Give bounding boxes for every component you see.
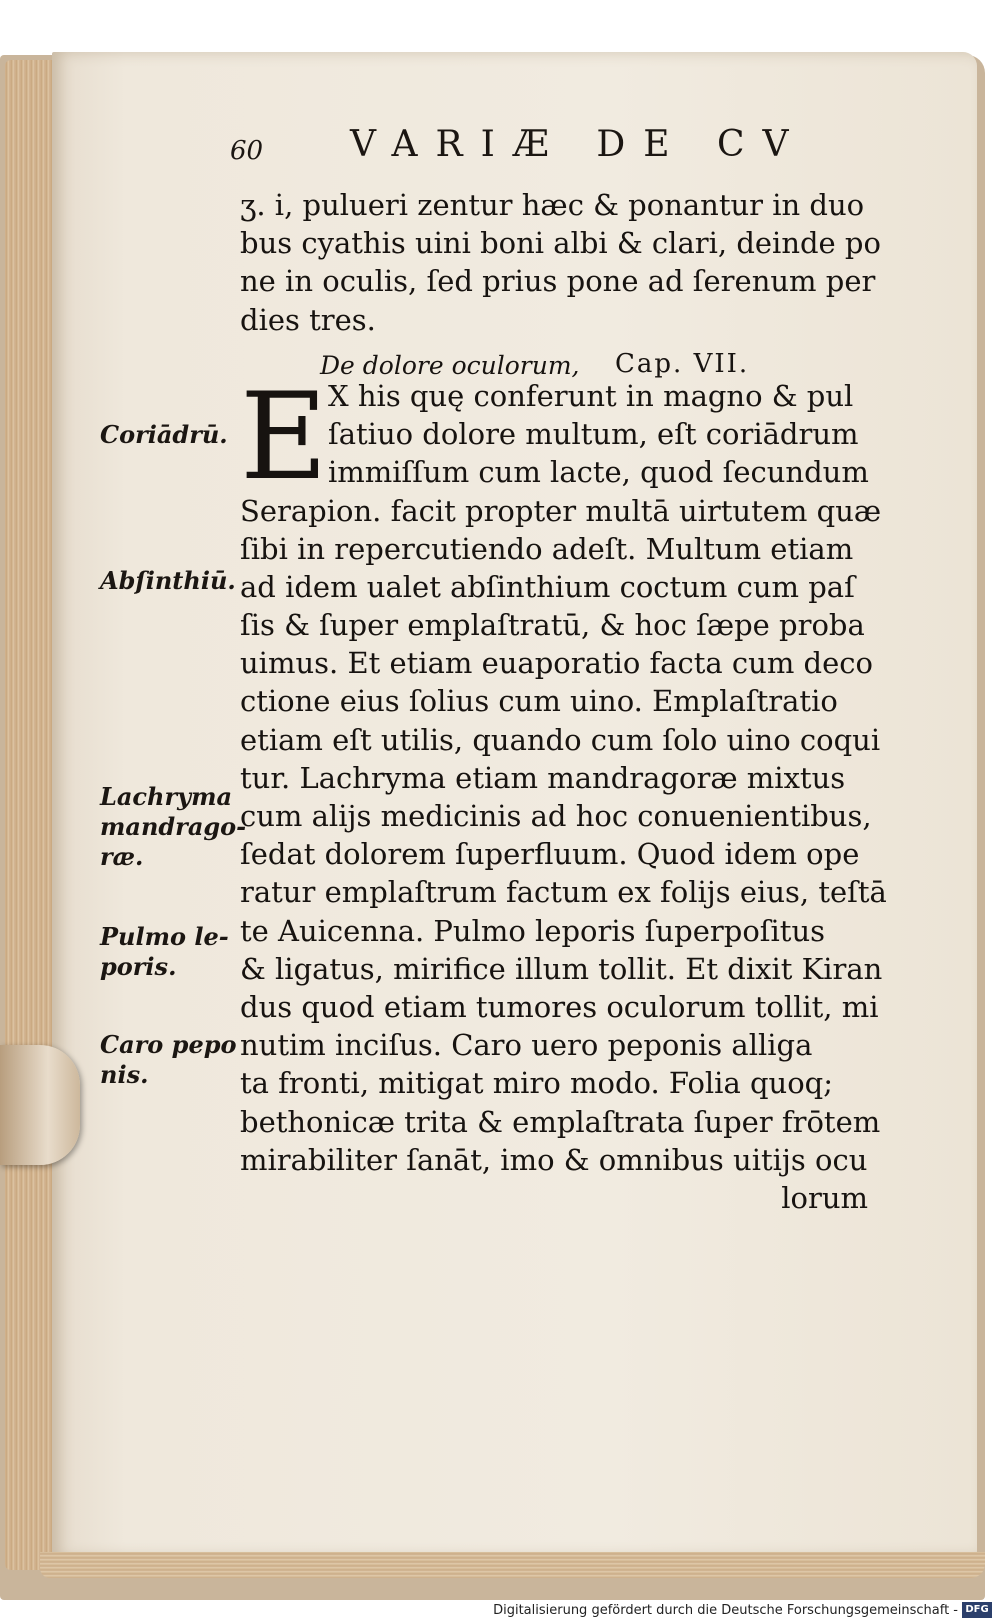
text-line: uimus. Et etiam euaporatio facta cum deco bbox=[240, 646, 873, 681]
text-line: ſis & ſuper emplaſtratū, & hoc ſæpe proba bbox=[240, 608, 865, 643]
text-line: bethonicæ trita & emplaſtrata ſuper frōtem bbox=[240, 1104, 881, 1139]
text-line: dies tres. bbox=[240, 302, 376, 337]
text-line: immiſſum cum lacte, quod ſecundum bbox=[328, 455, 869, 490]
margin-note-lachryma: Lachryma mandrago- ræ. bbox=[100, 782, 247, 871]
margin-note-caro: Caro pepo nis. bbox=[100, 1030, 237, 1089]
text-line: tur. Lachryma etiam mandragoræ mixtus bbox=[240, 760, 846, 795]
text-line: ʒ. i, pulueri zentur hæc & ponantur in duo bbox=[240, 188, 865, 222]
text-line: ne in oculis, ſed prius pone ad ſerenum per bbox=[240, 264, 876, 299]
main-text bbox=[240, 186, 887, 1217]
footer-credit: Digitalisierung gefördert durch die Deutsche Forschungsgemeinschaft - bbox=[493, 1603, 958, 1618]
chapter-number: Cap. VII. bbox=[615, 348, 750, 379]
chapter-heading bbox=[240, 339, 880, 380]
text-line: dus quod etiam tumores oculorum tollit, mi bbox=[240, 989, 879, 1024]
margin-note-absinthium: Abſinthiū. bbox=[100, 566, 236, 595]
page-edges bbox=[5, 60, 55, 1570]
folio-number: 60 bbox=[230, 136, 264, 166]
text-line: & ligatus, mirifice illum tollit. Et dixit Kiran bbox=[240, 951, 883, 986]
dfg-logo: DFG bbox=[962, 1602, 992, 1618]
text-line: ſedat dolorem ſuperfluum. Quod idem ope bbox=[240, 837, 860, 872]
text-line: ſatiuo dolore multum, eſt coriādrum bbox=[328, 417, 859, 452]
text-line: X his quę conferunt in magno & pul bbox=[328, 378, 854, 413]
text-line: cum alijs medicinis ad hoc conuenientibus, bbox=[240, 799, 872, 833]
text-line: ad idem ualet abſinthium coctum cum paſ bbox=[240, 569, 855, 604]
text-line: etiam eſt utilis, quando cum ſolo uino coqui bbox=[240, 722, 881, 757]
text-line: Serapion. facit propter multā uirtutem quæ bbox=[240, 493, 882, 528]
text-line: ratur emplaſtrum factum ex folijs eius, teſtā bbox=[240, 875, 887, 910]
text-line: bus cyathis uini boni albi & clari, deinde po bbox=[240, 226, 881, 261]
text-line: te Auicenna. Pulmo leporis ſuperpoſitus bbox=[240, 913, 825, 948]
text-line: ta fronti, mitigat miro modo. Folia quoq; bbox=[240, 1066, 833, 1101]
text-line: mirabiliter ſanāt, imo & omnibus uitijs ocu bbox=[240, 1142, 868, 1177]
text-line-catchword: lorum bbox=[781, 1180, 868, 1215]
margin-note-coriandrum: Coriādrū. bbox=[100, 420, 228, 449]
drop-capital: E bbox=[240, 368, 328, 507]
page-clasp bbox=[0, 1045, 80, 1165]
text-line: ſibi in repercutiendo adeſt. Multum etiam bbox=[240, 531, 854, 566]
text-line: ctione eius ſolius cum uino. Emplaſtratio bbox=[240, 684, 838, 719]
text-line: nutim inciſus. Caro uero peponis alliga bbox=[240, 1028, 813, 1063]
running-title: VARIÆ DE CV bbox=[350, 124, 807, 165]
chapter-title: De dolore oculorum, bbox=[320, 350, 580, 380]
margin-note-pulmo: Pulmo le- poris. bbox=[100, 922, 229, 981]
page-bottom-edge bbox=[40, 1552, 985, 1578]
